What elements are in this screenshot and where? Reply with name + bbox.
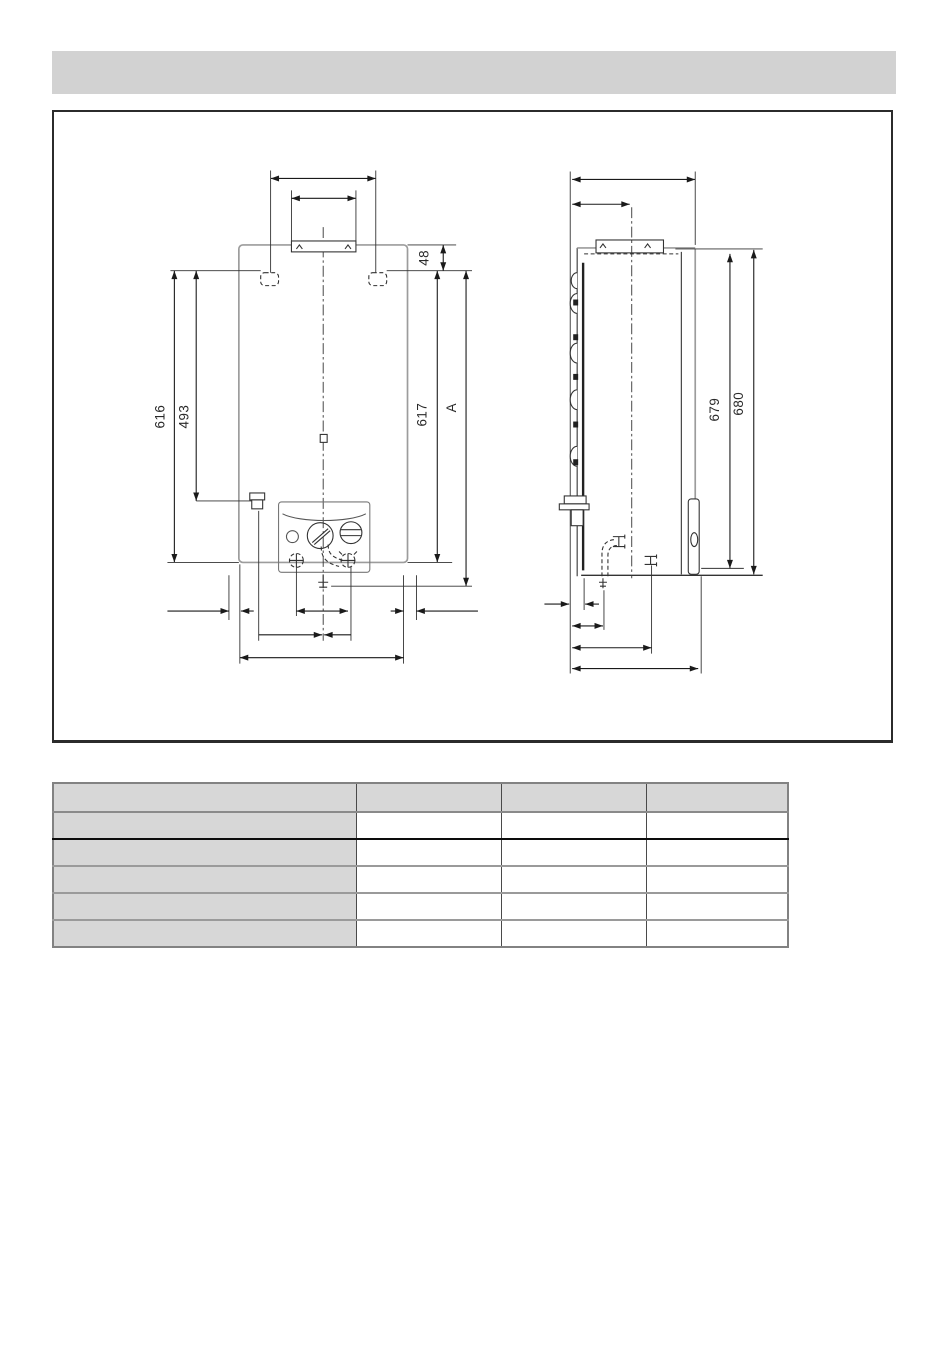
table-cell [646, 893, 788, 920]
table-lead-cell [53, 893, 356, 920]
side-mounting-bracket [596, 240, 663, 253]
table-cell [646, 920, 788, 947]
dim-label-617: 617 [414, 402, 430, 427]
pipe-fitting-1 [613, 535, 625, 549]
table-header-cell [646, 783, 788, 812]
table-cell [356, 920, 501, 947]
side-view [544, 172, 762, 674]
dashed-pipe [602, 540, 617, 577]
dim-top-extensions [271, 171, 376, 273]
table-lead-cell [53, 866, 356, 893]
side-knob-assembly [559, 496, 589, 526]
flue-symbol [318, 574, 328, 588]
table-cell [646, 812, 788, 839]
front-view [152, 171, 478, 664]
table-cell [356, 839, 501, 866]
table-header-row [53, 783, 788, 812]
chapter-header-band [52, 51, 896, 94]
table-cell [646, 866, 788, 893]
table-header-cell [53, 783, 356, 812]
table-row [53, 866, 788, 893]
power-knob [340, 522, 362, 544]
side-nub [250, 493, 265, 500]
table-cell [501, 839, 646, 866]
keyhole-right [369, 273, 387, 286]
dimension-drawing [54, 112, 891, 740]
table-header-cell [501, 783, 646, 812]
dim-label-679: 679 [707, 397, 723, 422]
table-cell [356, 866, 501, 893]
dim-label-A: A [444, 402, 460, 413]
table-row [53, 893, 788, 920]
ground-symbol [599, 578, 607, 588]
indicator-lamp [286, 531, 298, 543]
table-cell [501, 920, 646, 947]
center-fixing-point [320, 434, 327, 442]
table-lead-cell [53, 920, 356, 947]
table-cell [501, 893, 646, 920]
pipe-fitting-2 [645, 554, 657, 566]
dim-label-48: 48 [416, 249, 432, 266]
table-cell [356, 893, 501, 920]
table-cell [356, 812, 501, 839]
table-cell [501, 812, 646, 839]
table-cell [501, 866, 646, 893]
keyhole-left [261, 273, 279, 286]
table-lead-cell [53, 839, 356, 866]
dim-label-493: 493 [176, 404, 192, 429]
dim-label-680: 680 [730, 391, 746, 416]
table-header-cell [356, 783, 501, 812]
table-row [53, 920, 788, 947]
dimensions-table [52, 782, 789, 948]
table-lead-cell [53, 812, 356, 839]
dim-label-616: 616 [152, 404, 168, 429]
table-row [53, 812, 788, 839]
table-cell [646, 839, 788, 866]
side-bottom-extensions [584, 565, 701, 673]
dimension-drawing-frame [52, 110, 893, 743]
table-row [53, 839, 788, 866]
